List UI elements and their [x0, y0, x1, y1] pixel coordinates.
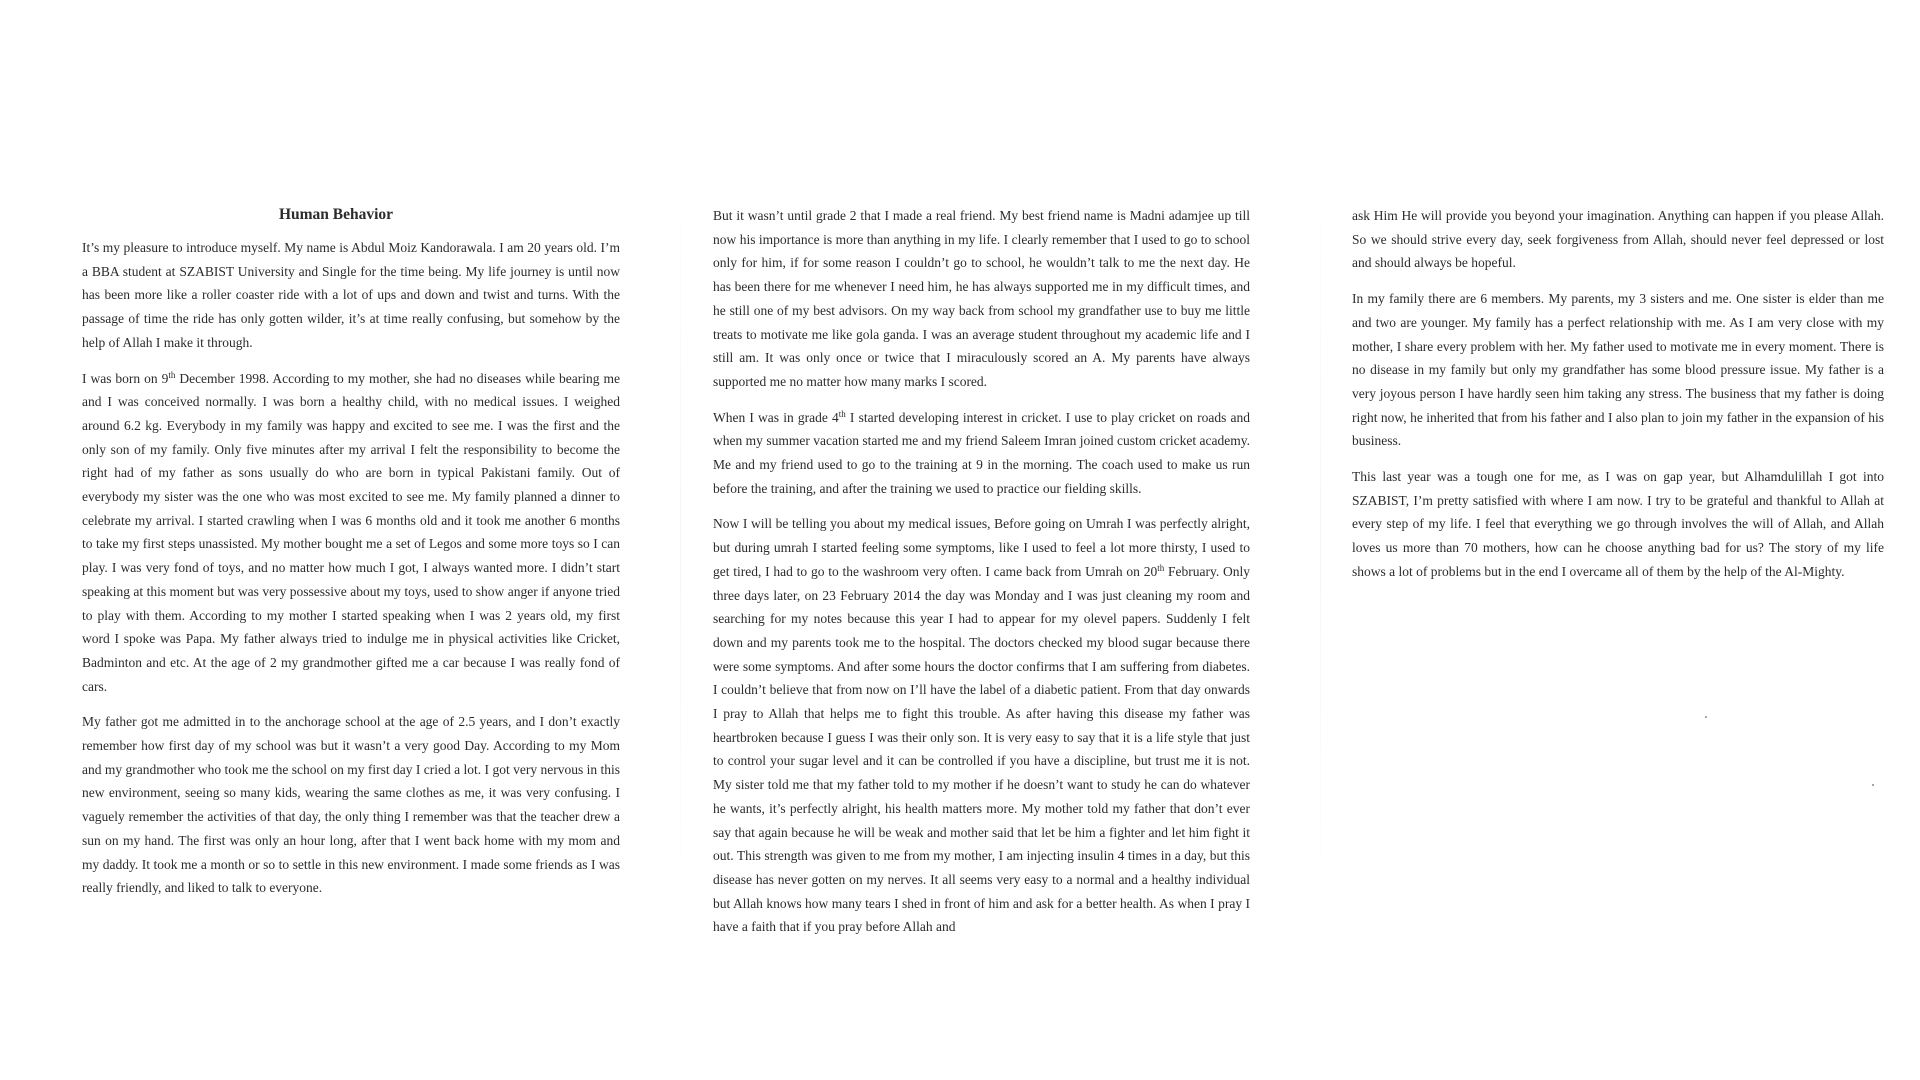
scan-speck [1705, 716, 1707, 718]
paragraph-text: Now I will be telling you about my medical issues, Before going on Umrah I was perfectly alright, but during umrah I started feeling some symptoms, like I used to feel a lot more thirsty, I used to get tired, I had to go to the washroom very often. I came back from Umrah on 20 [713, 516, 1250, 579]
ordinal-superscript: th [838, 408, 846, 419]
paragraph-text: February. Only three days later, on 23 February 2014 the day was Monday and I was just cleaning my room and searching for my notes because this year I had to appear for my olevel papers. Suddenly I felt down and my parents took me to the hospital. The doctors checked my blood sugar because there were some symptoms. And after some hours the doctor confirms that I am suffering from diabetes. I couldn’t believe that from now on I’ll have the label of a diabetic patient. From that day onwards I pray to Allah that helps me to fight this trouble. As after having this disease my father was heartbroken because I guess I was their only son. It is very easy to say that it is a life style that just to control your sugar level and it can be controlled if you have a discipline, but trust me it is not. My sister told me that my father told to my mother if he doesn’t want to study he can do whatever he wants, it’s perfectly alright, his health matters more. My mother told my father that don’t ever say that again because he will be weak and mother said that let be him a fighter and let him fight it out. This strength was given to me from my mother, I am injecting insulin 4 times in a day, but this disease has never gotten on my nerves. It all seems very easy to a normal and a healthy individual but Allah knows how many tears I shed in front of him and ask for a better health. As when I pray I have a faith that if you pray before Allah and [713, 563, 1250, 935]
paragraph [713, 512, 1250, 939]
paragraph-text: This last year was a tough one for me, as I was on gap year, but Alhamdulillah I got into SZABIST, I’m pretty satisfied with where I am now. I try to be grateful and thankful to Allah at every step of my life. I feel that everything we go through involves the will of Allah, and Allah loves us more than 70 mothers, how can he choose anything bad for us? The story of my life shows a lot of problems but in the end I overcame all of them by the help of the Al-Mighty. [1352, 469, 1884, 579]
paragraph [713, 204, 1250, 394]
page-2-text-column [713, 204, 1250, 951]
paragraph-text: I started developing interest in cricket. I use to play cricket on roads and when my summer vacation started me and my friend Saleem Imran joined custom cricket academy. Me and my friend used to go to the training at 9 in the morning. The coach used to make us run before the training, and after the training we used to practice our fielding skills. [713, 409, 1250, 496]
page-2 [680, 0, 1320, 1080]
paragraph [1352, 204, 1884, 275]
paragraph-text: It’s my pleasure to introduce myself. My name is Abdul Moiz Kandorawala. I am 20 years old. I’m a BBA student at SZABIST University and Single for the time being. My life journey is until now has been more like a roller coaster ride with a lot of ups and down and twist and turns. With the passage of time the ride has only gotten wilder, it’s at time really confusing, but somehow by the help of Allah I make it through. [82, 240, 620, 350]
paragraph-text: ask Him He will provide you beyond your imagination. Anything can happen if you please Allah. So we should strive every day, seek forgiveness from Allah, should never feel depressed or lost and should always be hopeful. [1352, 208, 1884, 271]
paragraph [82, 710, 620, 900]
paragraph-text: But it wasn’t until grade 2 that I made a real friend. My best friend name is Madni adamjee up till now his importance is more than anything in my life. I clearly remember that I used to go to school only for him, if for some reason I couldn’t go to school, he wouldn’t talk to me the next day. He has been there for me whenever I need him, he has always supported me in my difficult times, and he still one of my best advisors. On my way back from school my grandfather use to buy me little treats to motivate me like gola ganda. I was an average student throughout my academic life and I still am. It was only once or twice that I miraculously scored an A. My parents have always supported me no matter how many marks I scored. [713, 208, 1250, 389]
paragraph [1352, 465, 1884, 584]
ordinal-superscript: th [168, 369, 176, 380]
page-divider [680, 160, 681, 920]
page-3-text-column [1352, 204, 1884, 596]
paragraph [713, 406, 1250, 501]
page-1-text-column [82, 204, 620, 912]
document-title: Human Behavior [278, 206, 394, 223]
paragraph [1352, 287, 1884, 453]
paragraph-text: I was born on 9 [82, 370, 169, 386]
paragraph-text: In my family there are 6 members. My parents, my 3 sisters and me. One sister is elder than me and two are younger. My family has a perfect relationship with me. As I am very close with my mother, I share every problem with her. My father used to motivate me in every moment. There is no disease in my family but only my grandfather has some blood pressure issue. My father is a very joyous person I have hardly seen him taking any stress. The business that my father is doing right now, he inherited that from his father and I also plan to join my father in the expansion of his business. [1352, 291, 1884, 449]
page-3 [1320, 0, 1920, 1080]
paragraph-text: December 1998. According to my mother, she had no diseases while bearing me and I was conceived normally. I was born a healthy child, with no medical issues. I weighed around 6.2 kg. Everybody in my family was happy and excited to see me. I was the first and the only son of my family. Only five minutes after my arrival I felt the responsibility to become the right had of my father as sons usually do who are born in typical Pakistani family. Out of everybody my sister was the one who was most excited to see me. My family planned a dinner to celebrate my arrival. I started crawling when I was 6 months old and it took me another 6 months to take my first steps unassisted. My mother bought me a set of Legos and some more toys so I can play. I was very fond of toys, and no matter how much I got, I always wanted more. I didn’t start speaking at this moment but was very possessive about my toys, used to show anger if anyone tried to play with them. According to my mother I started speaking when I was 2 years old, my first word I spoke was Papa. My father always tried to indulge me in physical activities like Cricket, Badminton and etc. At the age of 2 my grandmother gifted me a car because I was really fond of cars. [82, 370, 620, 694]
paragraph [82, 367, 620, 699]
ordinal-superscript: th [1157, 562, 1165, 573]
page-divider [1320, 160, 1321, 920]
paragraph [82, 236, 620, 355]
scan-speck [1872, 784, 1874, 786]
paragraph-text: When I was in grade 4 [713, 409, 839, 425]
paragraph-text: My father got me admitted in to the anchorage school at the age of 2.5 years, and I don’t exactly remember how first day of my school was but it wasn’t a very good Day. According to my Mom and my grandmother who took me the school on my first day I cried a lot. I got very nervous in this new environment, seeing so many kids, wearing the same clothes as me, it was very confusing. I vaguely remember the activities of that day, the only thing I remember was that the teacher drew a sun on my hand. The first was only an hour long, after that I went back home with my mom and my daddy. It took me a month or so to settle in this new environment. I made some friends as I was really friendly, and liked to talk to everyone. [82, 714, 620, 896]
page-1 [0, 0, 680, 1080]
